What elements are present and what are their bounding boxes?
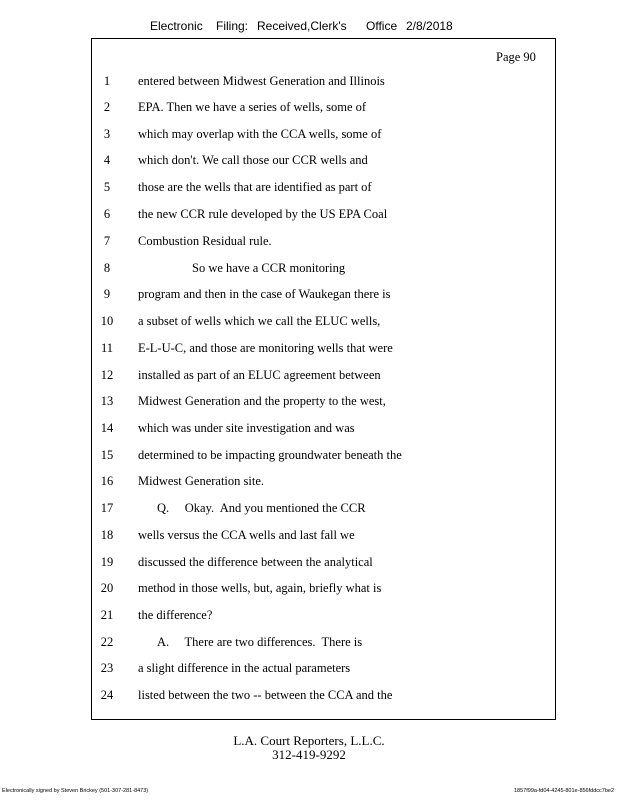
line-text: Q. Okay. And you mentioned the CCR (157, 501, 366, 515)
line-number: 23 (100, 661, 114, 675)
line-text: which was under site investigation and was (138, 421, 355, 435)
line-number: 18 (100, 528, 114, 542)
filing-stamp (0, 19, 618, 37)
line-text: the difference? (138, 608, 213, 622)
line-text: Combustion Residual rule. (138, 234, 272, 248)
line-number: 8 (103, 261, 111, 275)
line-text: those are the wells that are identified as part of (138, 180, 372, 194)
filing-stamp-word: Filing: (216, 19, 249, 33)
line-number: 12 (100, 368, 114, 382)
line-text: wells versus the CCA wells and last fall we (138, 528, 355, 542)
line-number: 22 (100, 635, 114, 649)
page-number: Page 90 (496, 50, 536, 64)
line-text: discussed the difference between the analytical (138, 555, 373, 569)
line-number: 6 (103, 207, 111, 221)
line-number: 5 (103, 180, 111, 194)
line-text: E-L-U-C, and those are monitoring wells that were (138, 341, 393, 355)
line-text: program and then in the case of Waukegan there is (138, 287, 391, 301)
line-number: 21 (100, 608, 114, 622)
reporter-phone: 312-419-9292 (272, 747, 346, 762)
line-text: Midwest Generation site. (138, 474, 265, 488)
line-number: 1 (103, 74, 111, 88)
line-text: entered between Midwest Generation and Illinois (138, 74, 385, 88)
line-number: 15 (100, 448, 114, 462)
signature-note: Electronically signed by Steven Brickey (501-307-281-8473) (2, 788, 149, 794)
line-text: EPA. Then we have a series of wells, some of (138, 100, 367, 114)
reporter-company: L.A. Court Reporters, L.L.C. (233, 733, 385, 748)
line-text: which don't. We call those our CCR wells and (138, 153, 368, 167)
line-text: determined to be impacting groundwater beneath the (138, 448, 402, 462)
line-number: 24 (100, 688, 114, 702)
filing-stamp-word: Electronic (150, 19, 203, 33)
line-number: 7 (103, 234, 111, 248)
filing-stamp-word: Received,Clerk's (257, 19, 347, 33)
line-number: 20 (100, 581, 114, 595)
line-text: Midwest Generation and the property to the west, (138, 394, 386, 408)
filing-stamp-word: Office (366, 19, 398, 33)
line-text: which may overlap with the CCA wells, some of (138, 127, 382, 141)
line-text: So we have a CCR monitoring (192, 261, 346, 275)
line-text: a slight difference in the actual parameters (138, 661, 351, 675)
line-number: 14 (100, 421, 114, 435)
line-text: listed between the two -- between the CCA and the (138, 688, 393, 702)
line-text: a subset of wells which we call the ELUC wells, (138, 314, 381, 328)
line-number: 4 (103, 153, 111, 167)
line-number: 9 (103, 287, 111, 301)
line-number: 10 (100, 314, 114, 328)
line-text: the new CCR rule developed by the US EPA Coal (138, 207, 388, 221)
line-text: method in those wells, but, again, briefly what is (138, 581, 382, 595)
line-number: 19 (100, 555, 114, 569)
line-number: 16 (100, 474, 114, 488)
filing-stamp-word: 2/8/2018 (406, 19, 453, 33)
line-number: 13 (100, 394, 114, 408)
document-hash: 1857f99a-fd04-4245-801e-856fddcc7be2 (514, 788, 614, 794)
line-number: 17 (100, 501, 114, 515)
line-number: 2 (103, 100, 111, 114)
line-number: 11 (100, 341, 114, 355)
line-number: 3 (103, 127, 111, 141)
line-text: A. There are two differences. There is (157, 635, 363, 649)
line-text: installed as part of an ELUC agreement between (138, 368, 381, 382)
